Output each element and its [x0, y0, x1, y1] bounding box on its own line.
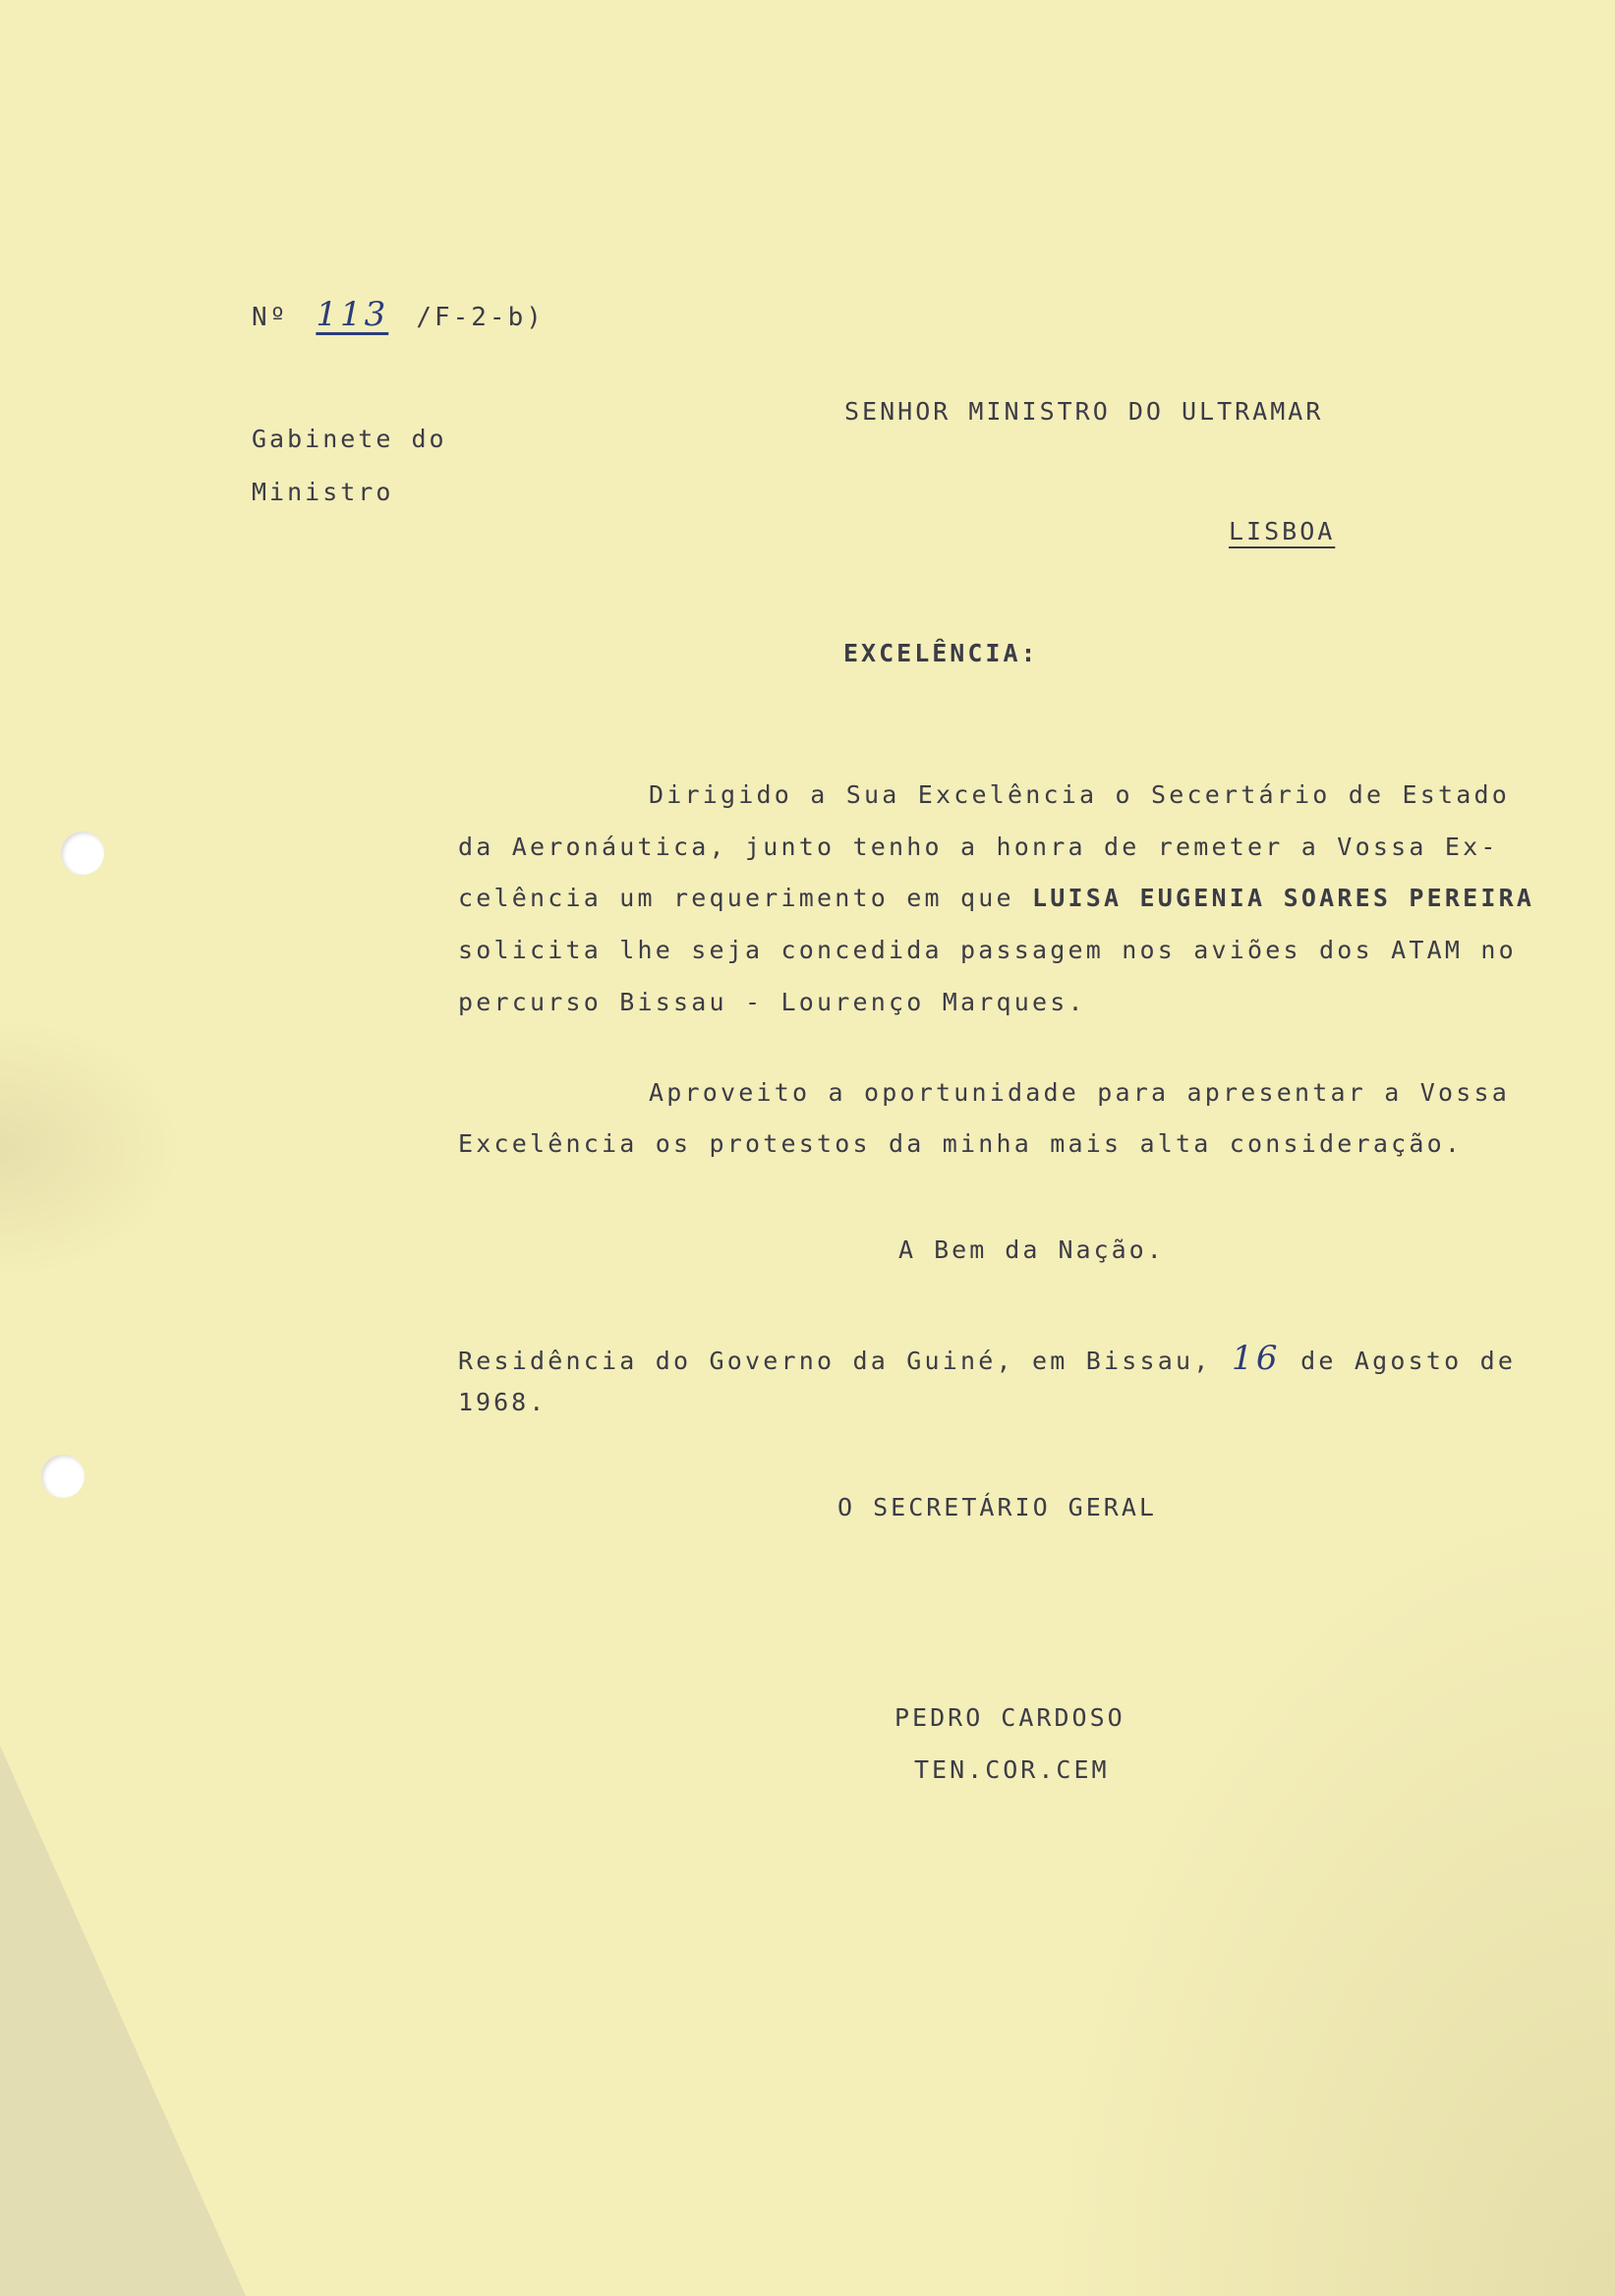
place-text: Residência do Governo da Guiné, em Bissau,	[458, 1347, 1212, 1375]
sender-line-1: Gabinete do	[252, 425, 447, 453]
addressee-city: LISBOA	[1229, 517, 1336, 545]
signatory-rank: TEN.COR.CEM	[914, 1755, 1110, 1784]
paragraph2-line2: Excelência os protestos da minha mais alta consideração.	[458, 1129, 1464, 1158]
closing-formula: A Bem da Nação.	[898, 1235, 1165, 1264]
punch-hole-bottom	[41, 1455, 85, 1498]
paragraph1-line3-text: celência um requerimento em que	[458, 884, 1033, 912]
reference-number	[252, 295, 545, 334]
paragraph1-line1: Dirigido a Sua Excelência o Secertário de Estado	[649, 780, 1511, 809]
paragraph1-line4: solicita lhe seja concedida passagem nos aviões dos ATAM no	[458, 936, 1517, 964]
addressee-title: SENHOR MINISTRO DO ULTRAMAR	[844, 397, 1324, 426]
salutation: EXCELÊNCIA:	[843, 639, 1039, 667]
month-text: de Agosto de	[1300, 1347, 1517, 1375]
applicant-name: LUISA EUGENIA SOARES PEREIRA	[1032, 884, 1535, 912]
reference-suffix: /F-2-b)	[416, 303, 545, 332]
folded-corner	[0, 1746, 246, 2296]
paragraph2-line1: Aproveito a oportunidade para apresentar a Vossa	[649, 1078, 1511, 1107]
reference-prefix: Nº	[252, 303, 289, 332]
paragraph1-line2: da Aeronáutica, junto tenho a honra de remeter a Vossa Ex-	[458, 832, 1499, 861]
signatory-office: O SECRETÁRIO GERAL	[837, 1493, 1157, 1521]
reference-handwritten-number	[288, 295, 416, 334]
paragraph1-line3	[458, 884, 1534, 912]
sender-line-2: Ministro	[252, 478, 394, 506]
paragraph1-line5: percurso Bissau - Lourenço Marques.	[458, 988, 1086, 1016]
punch-hole-top	[61, 832, 104, 875]
signatory-name: PEDRO CARDOSO	[894, 1703, 1125, 1732]
place-date-line	[458, 1339, 1516, 1378]
handwritten-day: 16	[1231, 1339, 1281, 1378]
reference-number-value: 113	[316, 295, 389, 334]
date-year: 1968.	[458, 1388, 548, 1416]
